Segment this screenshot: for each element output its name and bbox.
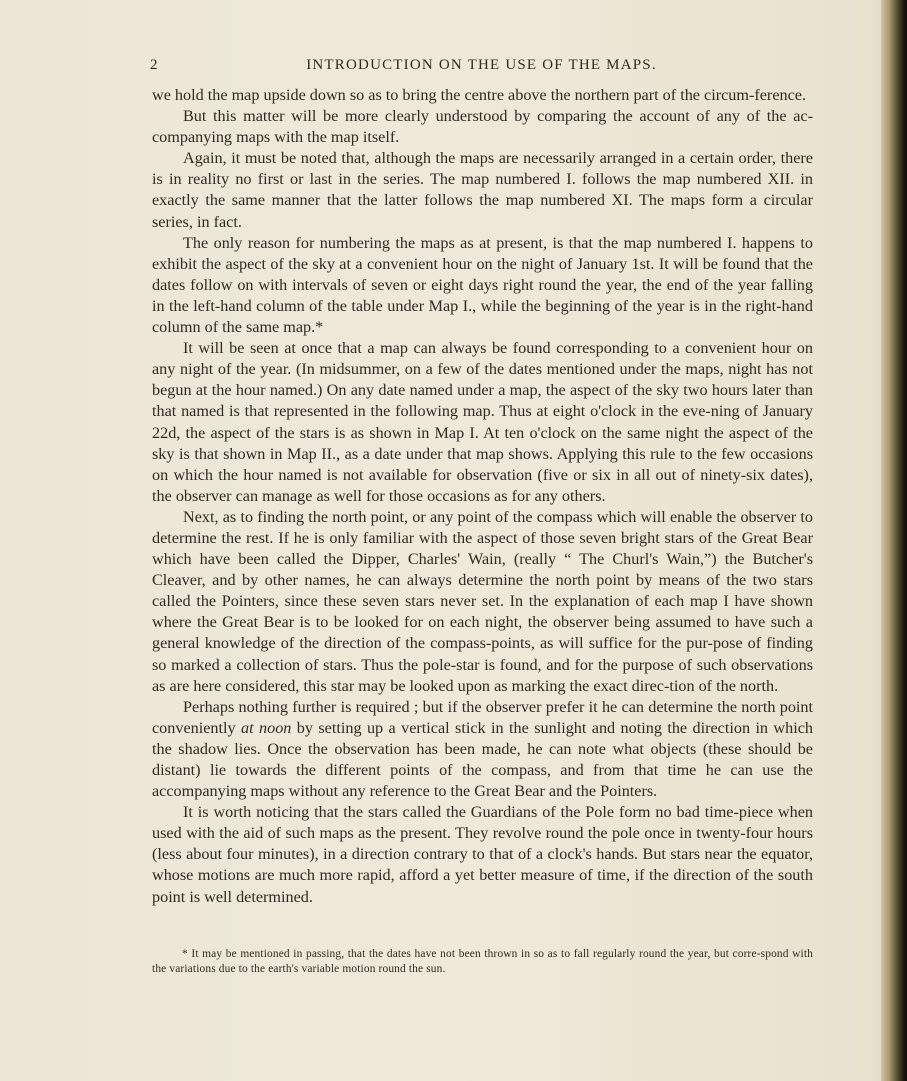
footnote: * It may be mentioned in passing, that the dates have not been thrown in so as to fall regularly round the year, but corre-spond with the variations due to the earth's variable motion round the sun.	[152, 948, 813, 975]
paragraph-6: Next, as to finding the north point, or any point of the compass which will enable the observer to determine the rest. If he is only familiar with the aspect of those seven bright stars of the Great Bear which have been called the Dipper, Charles' Wain, (really “ The Churl's Wain,”) the Butcher's Cleaver, and by other names, he can always determine the north point by means of the two stars called the Pointers, since these seven stars never set. In the explanation of each map I have shown where the Great Bear is to be looked for on each night, the observer being assumed to have such a general knowledge of the direction of the compass-points, as will suffice for the pur-pose of finding so marked a collection of stars. Thus the pole-star is found, and for the purpose of such observations as are here considered, this star may be looked upon as marking the exact direc-tion of the north.	[152, 507, 813, 695]
paragraph-7	[152, 697, 813, 802]
page-edge-shadow	[881, 0, 907, 1081]
paragraph-2: But this matter will be more clearly understood by comparing the account of any of the ac-companying maps with the map itself.	[152, 107, 813, 147]
page-header	[150, 57, 813, 77]
paragraph-8: It is worth noticing that the stars called the Guardians of the Pole form no bad time-piece when used with the aid of such maps as the present. They revolve round the pole once in twenty-four hours (less about four minutes), in a direction contrary to that of a clock's hands. But stars near the equator, whose motions are much more rapid, afford a yet better measure of time, if the direction of the south point is well determined.	[152, 803, 813, 906]
running-title: INTRODUCTION ON THE USE OF THE MAPS.	[306, 57, 657, 73]
paragraph-7-italic: at noon	[241, 718, 292, 737]
paragraph-3: Again, it must be noted that, although the maps are necessarily arranged in a certain order, there is in reality no first or last in the series. The map numbered I. follows the map numbered XII. in exactly the same manner that the latter follows the map numbered XI. The maps form a circular series, in fact.	[152, 149, 813, 231]
body-text	[152, 85, 813, 908]
paragraph-7-after: by setting up a vertical stick in the sunlight and noting the direction in which the shadow lies. Once the observation has been made, he can note what objects (these should be distant) lie towards the different points of the compass, and from that time he can use the accompanying maps without any reference to the Great Bear and the Pointers.	[152, 718, 813, 801]
paragraph-7-before: Perhaps nothing further is required ; but if the observer prefer it he can determine the north point conveniently	[152, 697, 813, 737]
page-number: 2	[150, 57, 158, 73]
paragraph-5: It will be seen at once that a map can always be found corresponding to a convenient hour on any night of the year. (In midsummer, on a few of the dates mentioned under the maps, night has not begun at the hour named.) On any date named under a map, the aspect of the sky two hours later than that named is that represented in the following map. Thus at eight o'clock in the eve-ning of January 22d, the aspect of the stars is as shown in Map I. At ten o'clock on the same night the aspect of the sky is that shown in Map II., as a date under that map shows. Applying this rule to the few occasions on which the hour named is not available for observation (five or six in all out of ninety-six dates), the observer can manage as well for those occasions as for any others.	[152, 339, 813, 505]
paragraph-4: The only reason for numbering the maps as at present, is that the map numbered I. happens to exhibit the aspect of the sky at a convenient hour on the night of January 1st. It will be found that the dates follow on with intervals of seven or eight days right round the year, the end of the year falling in the left-hand column of the table under Map I., while the beginning of the year is in the right-hand column of the same map.*	[152, 233, 813, 337]
paragraph-1: we hold the map upside down so as to bring the centre above the northern part of the circum-ference.	[152, 86, 807, 104]
